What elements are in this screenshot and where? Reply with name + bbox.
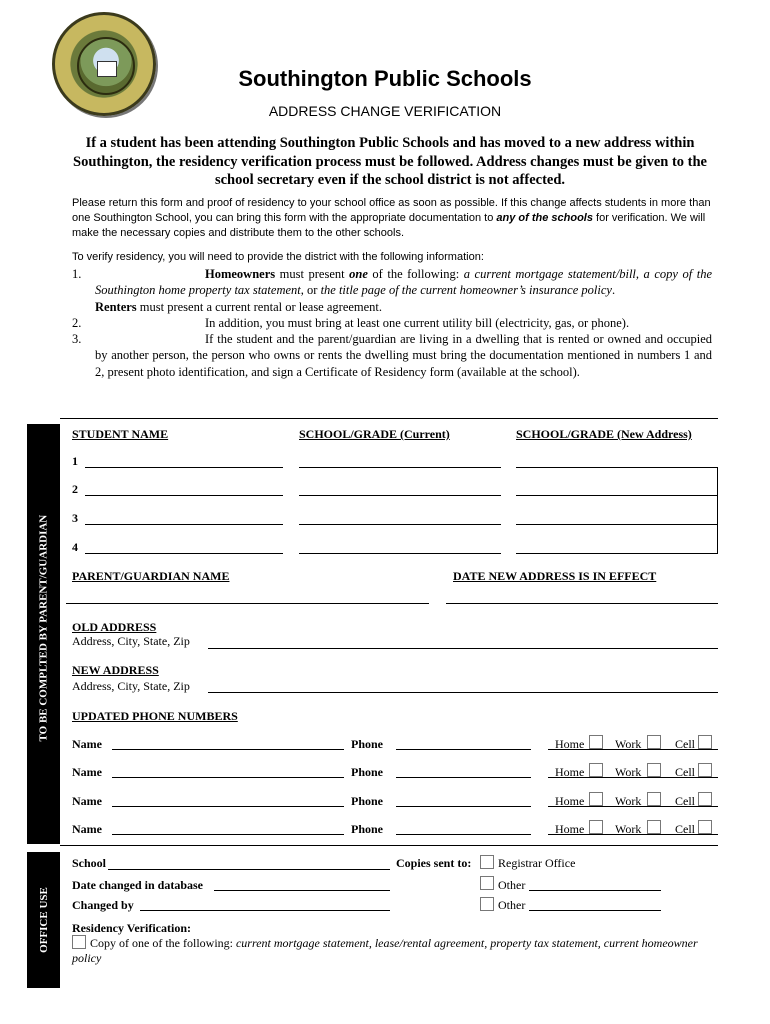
registrar-checkbox[interactable]: [480, 855, 494, 869]
old-address-field[interactable]: [208, 648, 718, 649]
other-field-2[interactable]: [529, 910, 661, 911]
phone-label: Phone: [351, 737, 384, 751]
phone-name-field[interactable]: [112, 806, 344, 807]
date-effective-label: DATE NEW ADDRESS IS IN EFFECT: [453, 569, 657, 583]
work-checkbox[interactable]: [647, 792, 661, 806]
cell-checkbox[interactable]: [698, 792, 712, 806]
home-label: Home: [555, 822, 585, 836]
list-item: 1. Homeowners must present one of the following: a current mortgage statement/bill, a copy of the Southington home property tax statement, or the title page of the current homeowner’s insurance policy.: [72, 267, 712, 298]
new-address-label: Address, City, State, Zip: [72, 679, 190, 693]
student-name-field[interactable]: [85, 467, 283, 468]
phone-number-field[interactable]: [396, 806, 531, 807]
cell-checkbox[interactable]: [698, 763, 712, 777]
phone-name-field[interactable]: [112, 777, 344, 778]
current-school-field[interactable]: [299, 495, 501, 496]
form-top-rule: [60, 418, 718, 419]
home-checkbox[interactable]: [589, 820, 603, 834]
parent-name-label: PARENT/GUARDIAN NAME: [72, 569, 230, 583]
current-school-field[interactable]: [299, 524, 501, 525]
list-item: 3. If the student and the parent/guardian are living in a dwelling that is rented or owned and occupied by another person, the person who owns or rents the dwelling must bring the documentation mentioned in numbers 1 and 2, present photo identification, and sign a Certificate of Residency form (available at the school).: [72, 332, 712, 379]
home-label: Home: [555, 794, 585, 808]
office-section-label: OFFICE USE: [38, 887, 50, 953]
date-changed-label: Date changed in database: [72, 878, 204, 892]
table-right-rule: [717, 467, 718, 554]
phone-label: Phone: [351, 794, 384, 808]
new-school-field[interactable]: [516, 467, 718, 468]
new-school-field[interactable]: [516, 524, 718, 525]
page-title: Southington Public Schools: [238, 66, 532, 91]
changed-by-field[interactable]: [140, 910, 390, 911]
phone-name-label: Name: [72, 765, 102, 779]
cell-label: Cell: [675, 737, 695, 751]
work-label: Work: [615, 737, 642, 751]
student-row-number: 2: [72, 482, 78, 496]
new-address-heading: NEW ADDRESS: [72, 663, 159, 677]
phone-name-field[interactable]: [112, 834, 344, 835]
old-address-label: Address, City, State, Zip: [72, 634, 190, 648]
registrar-label: Registrar Office: [498, 856, 576, 870]
phone-number-field[interactable]: [396, 749, 531, 750]
work-checkbox[interactable]: [647, 763, 661, 777]
parent-section-sidebar: [27, 424, 60, 844]
town-seal-logo: [52, 12, 156, 116]
copies-sent-label: Copies sent to:: [396, 856, 472, 870]
student-name-field[interactable]: [85, 495, 283, 496]
intro-paragraph: Please return this form and proof of residency to your school office as soon as possible. If this change affects students in more than one Southington School, you can bring this form with the appropriate documentation to any of the schools for verification. We will make the necessary copies and distribute them to the other schools.: [72, 197, 711, 239]
page-subtitle: ADDRESS CHANGE VERIFICATION: [268, 103, 502, 119]
school-label: School: [72, 856, 107, 870]
home-checkbox[interactable]: [589, 792, 603, 806]
phone-name-label: Name: [72, 737, 102, 751]
list-item: Renters must present a current rental or lease agreement.: [95, 299, 383, 314]
cell-checkbox[interactable]: [698, 820, 712, 834]
office-section-sidebar: [27, 852, 60, 988]
phone-label: Phone: [351, 765, 384, 779]
date-effective-field[interactable]: [446, 603, 718, 604]
student-name-field[interactable]: [85, 553, 283, 554]
home-label: Home: [555, 765, 585, 779]
parent-section-label: TO BE COMPLTED BY PARENT/GUARDIAN: [37, 514, 50, 742]
phone-name-label: Name: [72, 794, 102, 808]
student-row-number: 3: [72, 511, 78, 525]
home-label: Home: [555, 737, 585, 751]
phone-number-field[interactable]: [396, 777, 531, 778]
intro-paragraph-2: To verify residency, you will need to provide the district with the following information:: [72, 251, 484, 263]
phone-numbers-heading: UPDATED PHONE NUMBERS: [72, 709, 238, 723]
work-label: Work: [615, 765, 642, 779]
new-school-field[interactable]: [516, 495, 718, 496]
list-item: 2. In addition, you must bring at least one current utility bill (electricity, gas, or phone).: [72, 315, 630, 330]
phone-label: Phone: [351, 822, 384, 836]
work-label: Work: [615, 822, 642, 836]
parent-name-field[interactable]: [66, 603, 429, 604]
current-school-field[interactable]: [299, 467, 501, 468]
intro-bold-text: If a student has been attending Southington Public Schools and has moved to a new address within Southington, the residency verification process must be followed. Address changes must be given to the school secretary even if the school district is not affected.: [73, 135, 707, 188]
requirements-list: [72, 266, 712, 380]
phone-name-field[interactable]: [112, 749, 344, 750]
work-checkbox[interactable]: [647, 820, 661, 834]
other-field[interactable]: [529, 890, 661, 891]
student-row-number: 4: [72, 540, 78, 554]
current-school-header: SCHOOL/GRADE (Current): [299, 427, 450, 441]
cell-label: Cell: [675, 765, 695, 779]
copy-description: Copy of one of the following: current mortgage statement, lease/rental agreement, property tax statement, current homeowner policy: [72, 936, 698, 965]
new-school-field[interactable]: [516, 553, 718, 554]
changed-by-label: Changed by: [72, 898, 134, 912]
office-section-rule: [60, 845, 718, 846]
date-changed-field[interactable]: [214, 890, 390, 891]
student-name-header: STUDENT NAME: [72, 427, 169, 441]
home-checkbox[interactable]: [589, 763, 603, 777]
current-school-field[interactable]: [299, 553, 501, 554]
phone-number-field[interactable]: [396, 834, 531, 835]
work-label: Work: [615, 794, 642, 808]
phone-name-label: Name: [72, 822, 102, 836]
student-name-field[interactable]: [85, 524, 283, 525]
cell-checkbox[interactable]: [698, 735, 712, 749]
residency-heading: Residency Verification:: [72, 921, 191, 935]
school-field[interactable]: [108, 869, 390, 870]
home-checkbox[interactable]: [589, 735, 603, 749]
other-checkbox[interactable]: [480, 876, 494, 890]
work-checkbox[interactable]: [647, 735, 661, 749]
new-school-header: SCHOOL/GRADE (New Address): [516, 427, 692, 441]
student-row-number: 1: [72, 454, 78, 468]
other-label: Other: [498, 878, 526, 892]
old-address-heading: OLD ADDRESS: [72, 620, 157, 634]
cell-label: Cell: [675, 794, 695, 808]
other-checkbox-2[interactable]: [480, 897, 494, 911]
cell-label: Cell: [675, 822, 695, 836]
other-label-2: Other: [498, 898, 526, 912]
new-address-field[interactable]: [208, 692, 718, 693]
